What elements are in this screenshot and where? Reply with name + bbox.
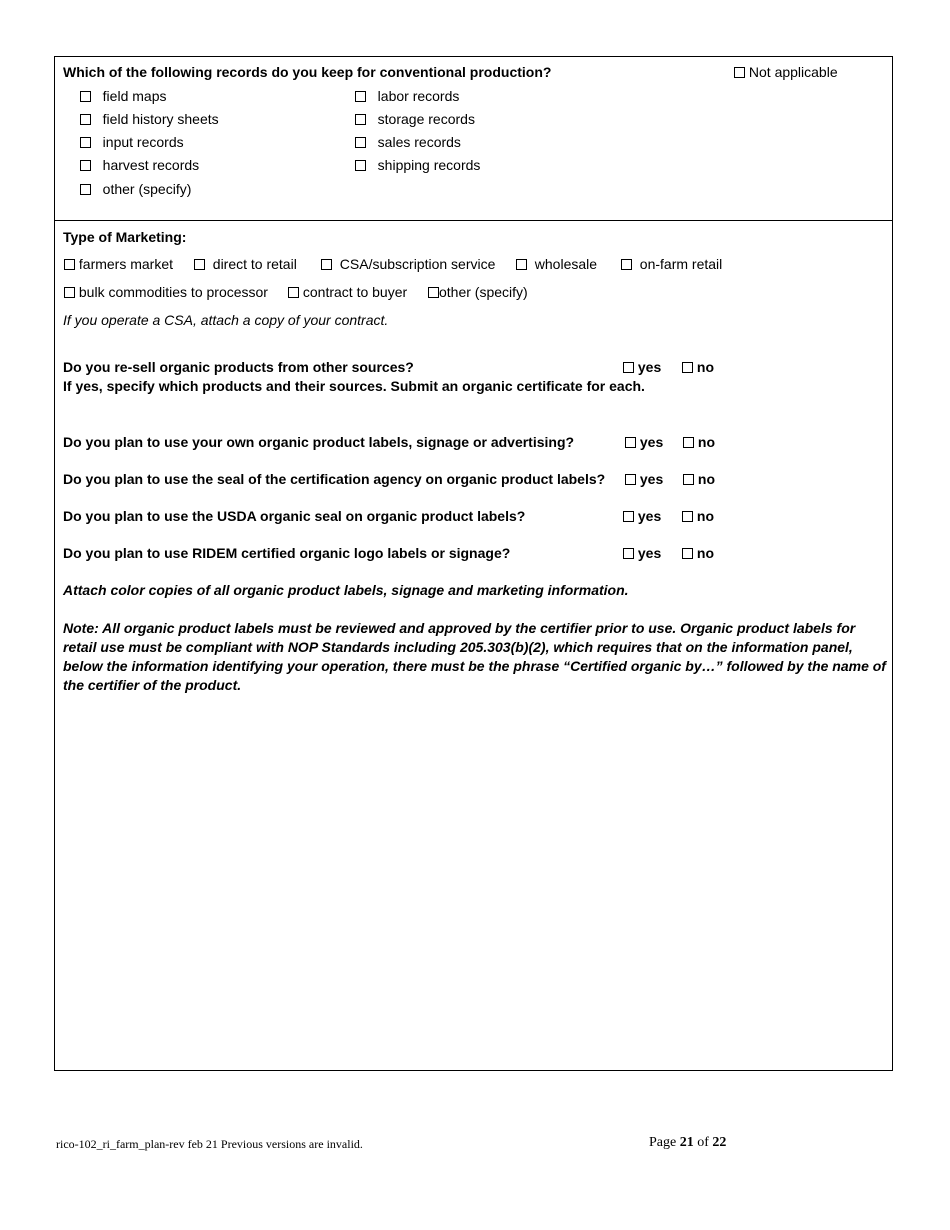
resell-question: Do you re-sell organic products from other sources? <box>63 359 414 375</box>
marketing-option[interactable] <box>428 284 528 300</box>
record-label: sales records <box>377 134 461 150</box>
checkbox[interactable] <box>355 114 366 125</box>
checkbox[interactable] <box>64 259 75 270</box>
attach-note: Attach color copies of all organic product labels, signage and marketing information. <box>63 582 629 598</box>
checkbox[interactable] <box>625 474 636 485</box>
usda-seal-yes[interactable] <box>623 508 661 524</box>
page-word: Page <box>649 1135 677 1150</box>
checkbox[interactable] <box>683 474 694 485</box>
yes-label: yes <box>637 359 662 375</box>
checkbox[interactable] <box>683 437 694 448</box>
agency-seal-question: Do you plan to use the seal of the certification agency on organic product labels? <box>63 471 606 487</box>
of-word: of <box>697 1135 709 1150</box>
not-applicable-option[interactable] <box>734 64 838 80</box>
checkbox[interactable] <box>623 548 634 559</box>
footer-doc-id: rico-102_ri_farm_plan-rev feb 21 Previous versions are invalid. <box>56 1137 363 1151</box>
no-label: no <box>696 359 714 375</box>
record-label: other (specify) <box>102 181 192 197</box>
checkbox[interactable] <box>682 362 693 373</box>
not-applicable-checkbox[interactable] <box>734 67 745 78</box>
record-label: harvest records <box>102 157 200 173</box>
marketing-label: on-farm retail <box>639 256 723 272</box>
checkbox[interactable] <box>625 437 636 448</box>
no-label: no <box>696 508 714 524</box>
records-question: Which of the following records do you keep for conventional production? <box>63 64 552 80</box>
resell-followup: If yes, specify which products and their sources. Submit an organic certificate for each. <box>63 378 645 394</box>
form-box <box>54 56 893 1071</box>
marketing-label: other (specify) <box>439 284 528 300</box>
record-label: field history sheets <box>102 111 219 127</box>
agency-seal-no[interactable] <box>683 471 715 487</box>
checkbox[interactable] <box>64 287 75 298</box>
checkbox[interactable] <box>623 362 634 373</box>
checkbox[interactable] <box>516 259 527 270</box>
checkbox[interactable] <box>682 548 693 559</box>
checkbox[interactable] <box>682 511 693 522</box>
checkbox[interactable] <box>80 184 91 195</box>
page-number <box>649 1135 726 1151</box>
record-option[interactable] <box>80 111 219 127</box>
marketing-label: direct to retail <box>212 256 297 272</box>
marketing-label: bulk commodities to processor <box>78 284 268 300</box>
no-label: no <box>696 545 714 561</box>
marketing-option[interactable] <box>64 284 268 300</box>
csa-note: If you operate a CSA, attach a copy of your contract. <box>63 312 389 328</box>
no-label: no <box>697 471 715 487</box>
record-label: shipping records <box>377 157 481 173</box>
checkbox[interactable] <box>80 114 91 125</box>
marketing-label: CSA/subscription service <box>339 256 496 272</box>
page-current: 21 <box>679 1135 694 1150</box>
labels-question: Do you plan to use your own organic product labels, signage or advertising? <box>63 434 575 450</box>
record-option[interactable] <box>355 88 459 104</box>
marketing-option[interactable] <box>288 284 407 300</box>
labels-no[interactable] <box>683 434 715 450</box>
record-label: storage records <box>377 111 475 127</box>
agency-seal-yes[interactable] <box>625 471 663 487</box>
marketing-label: contract to buyer <box>302 284 408 300</box>
checkbox[interactable] <box>355 91 366 102</box>
usda-seal-question: Do you plan to use the USDA organic seal on organic product labels? <box>63 508 526 524</box>
marketing-heading: Type of Marketing: <box>63 229 187 245</box>
marketing-option[interactable] <box>321 256 495 272</box>
record-option[interactable] <box>355 134 461 150</box>
resell-no[interactable] <box>682 359 714 375</box>
checkbox[interactable] <box>355 137 366 148</box>
checkbox[interactable] <box>428 287 439 298</box>
checkbox[interactable] <box>80 160 91 171</box>
marketing-label: wholesale <box>534 256 598 272</box>
resell-yes[interactable] <box>623 359 661 375</box>
checkbox[interactable] <box>288 287 299 298</box>
record-option[interactable] <box>80 88 166 104</box>
no-label: no <box>697 434 715 450</box>
record-label: field maps <box>102 88 167 104</box>
checkbox[interactable] <box>80 91 91 102</box>
usda-seal-no[interactable] <box>682 508 714 524</box>
marketing-label: farmers market <box>78 256 174 272</box>
checkbox[interactable] <box>355 160 366 171</box>
marketing-option[interactable] <box>516 256 597 272</box>
checkbox[interactable] <box>623 511 634 522</box>
label-approval-note: Note: All organic product labels must be reviewed and approved by the certifier prior to use. Organic product labels for retail use must be compliant with NOP Standards including 205.303(b)(2), which requires that on the information panel, below the information identifying your operation, there must be the phrase “Certified organic by…” followed by the name of the certifier of the product. <box>63 620 886 693</box>
record-option[interactable] <box>355 157 480 173</box>
marketing-option[interactable] <box>194 256 297 272</box>
checkbox[interactable] <box>194 259 205 270</box>
ridem-logo-question: Do you plan to use RIDEM certified organic logo labels or signage? <box>63 545 511 561</box>
yes-label: yes <box>639 471 664 487</box>
yes-label: yes <box>637 545 662 561</box>
checkbox[interactable] <box>621 259 632 270</box>
marketing-option[interactable] <box>621 256 722 272</box>
page-total: 22 <box>712 1135 727 1150</box>
ridem-logo-yes[interactable] <box>623 545 661 561</box>
record-option[interactable] <box>355 111 475 127</box>
yes-label: yes <box>639 434 664 450</box>
records-section <box>55 57 892 221</box>
not-applicable-label: Not applicable <box>748 64 838 80</box>
ridem-logo-no[interactable] <box>682 545 714 561</box>
labels-yes[interactable] <box>625 434 663 450</box>
yes-label: yes <box>637 508 662 524</box>
checkbox[interactable] <box>321 259 332 270</box>
record-label: labor records <box>377 88 460 104</box>
record-option[interactable] <box>80 181 191 197</box>
checkbox[interactable] <box>80 137 91 148</box>
record-option[interactable] <box>80 134 184 150</box>
marketing-option[interactable] <box>64 256 173 272</box>
record-option[interactable] <box>80 157 199 173</box>
record-label: input records <box>102 134 184 150</box>
